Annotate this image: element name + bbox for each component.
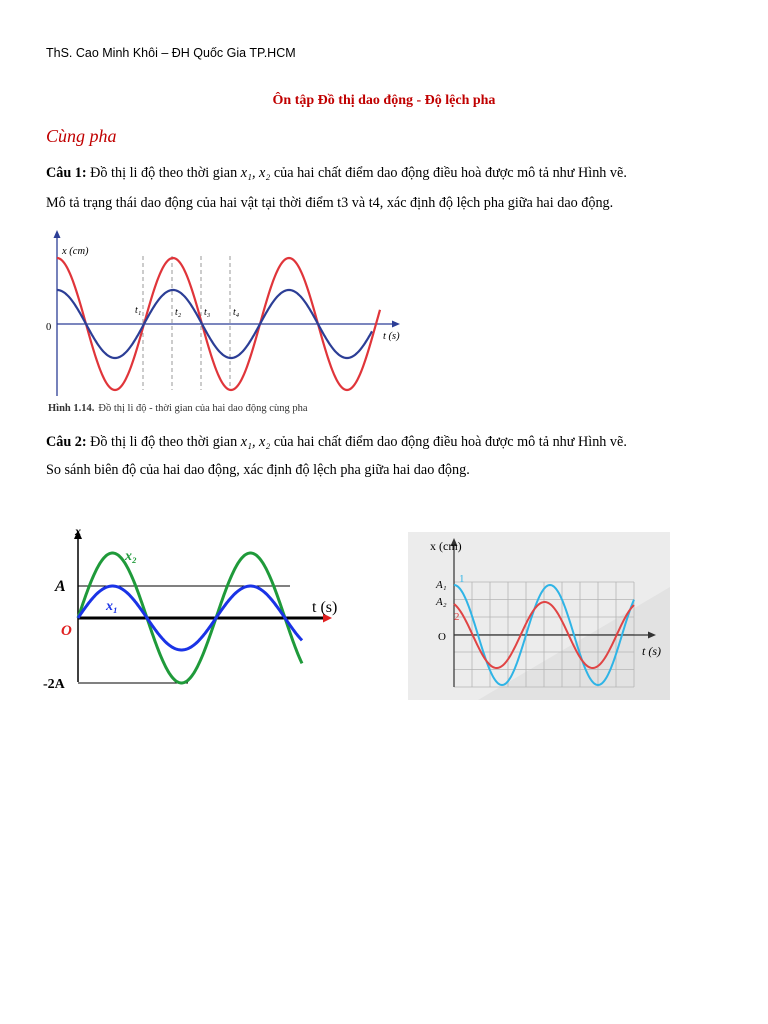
page-title: Ôn tập Đồ thị dao động - Độ lệch pha <box>272 93 496 108</box>
fig2-t-label: t (s) <box>312 599 338 616</box>
fig1-t-arrow <box>392 321 400 328</box>
fig2-label-A: A <box>55 578 66 595</box>
question-2-vars: x₁, x₂ <box>240 434 271 450</box>
question-1-text-a: Đồ thị li độ theo thời gian <box>90 165 238 181</box>
fig3-label-A1: A₁ <box>436 579 447 591</box>
question-2-text-a: Đồ thị li độ theo thời gian <box>90 434 238 450</box>
question-2-text-b: của hai chất điểm dao động điều hoà được mô tả như Hình vẽ. <box>273 434 627 450</box>
fig2-label-neg2A: -2A <box>43 677 65 692</box>
question-1-line-2: Mô tả trạng thái dao động của hai vật tại thời điểm t3 và t4, xác định độ lệch pha giữa hai dao động. <box>46 195 614 211</box>
question-1-vars: x₁, x₂ <box>240 165 271 181</box>
question-2-label: Câu 2: <box>46 434 87 450</box>
fig1-y-label: x (cm) <box>62 246 89 257</box>
fig3-y-label: x (cm) <box>430 539 462 553</box>
fig1-tick-t2: t₂ <box>175 307 182 318</box>
fig2-label-O: O <box>61 623 72 639</box>
fig3-label-2: 2 <box>454 611 460 623</box>
fig1-origin-label: 0 <box>46 322 52 333</box>
fig1-tick-t4: t₄ <box>233 307 240 318</box>
fig1-caption-text: Đồ thị li độ - thời gian của hai dao động cùng pha <box>98 403 308 414</box>
fig1-t-label: t (s) <box>383 331 400 342</box>
fig3-origin-label: O <box>438 631 446 643</box>
question-2-line-1 <box>46 432 627 452</box>
question-1-text-b: của hai chất điểm dao động điều hoà được mô tả như Hình vẽ. <box>273 165 627 181</box>
figure-3-graph <box>408 532 670 700</box>
document-header: ThS. Cao Minh Khôi – ĐH Quốc Gia TP.HCM <box>46 46 296 60</box>
figure-1-graph <box>40 224 420 418</box>
fig1-tick-t1: t₁ <box>135 305 142 316</box>
question-1-label: Câu 1: <box>46 165 87 181</box>
question-1-line-1 <box>46 163 627 183</box>
fig1-caption <box>48 403 308 414</box>
fig1-caption-bold: Hình 1.14. <box>48 403 95 414</box>
fig2-label-x2: x₂ <box>125 549 137 564</box>
figure-2-graph <box>40 520 350 695</box>
fig2-label-x1: x₁ <box>106 599 118 614</box>
fig2-y-label: x <box>75 524 81 538</box>
section-heading: Cùng pha <box>46 126 117 146</box>
fig1-x-arrow <box>54 230 61 238</box>
fig1-tick-t3: t₃ <box>204 307 211 318</box>
fig3-label-1: 1 <box>459 573 465 585</box>
fig3-t-label: t (s) <box>642 644 661 658</box>
fig3-label-A2: A₂ <box>436 596 447 608</box>
question-2-line-2: So sánh biên độ của hai dao động, xác định độ lệch pha giữa hai dao động. <box>46 462 470 478</box>
